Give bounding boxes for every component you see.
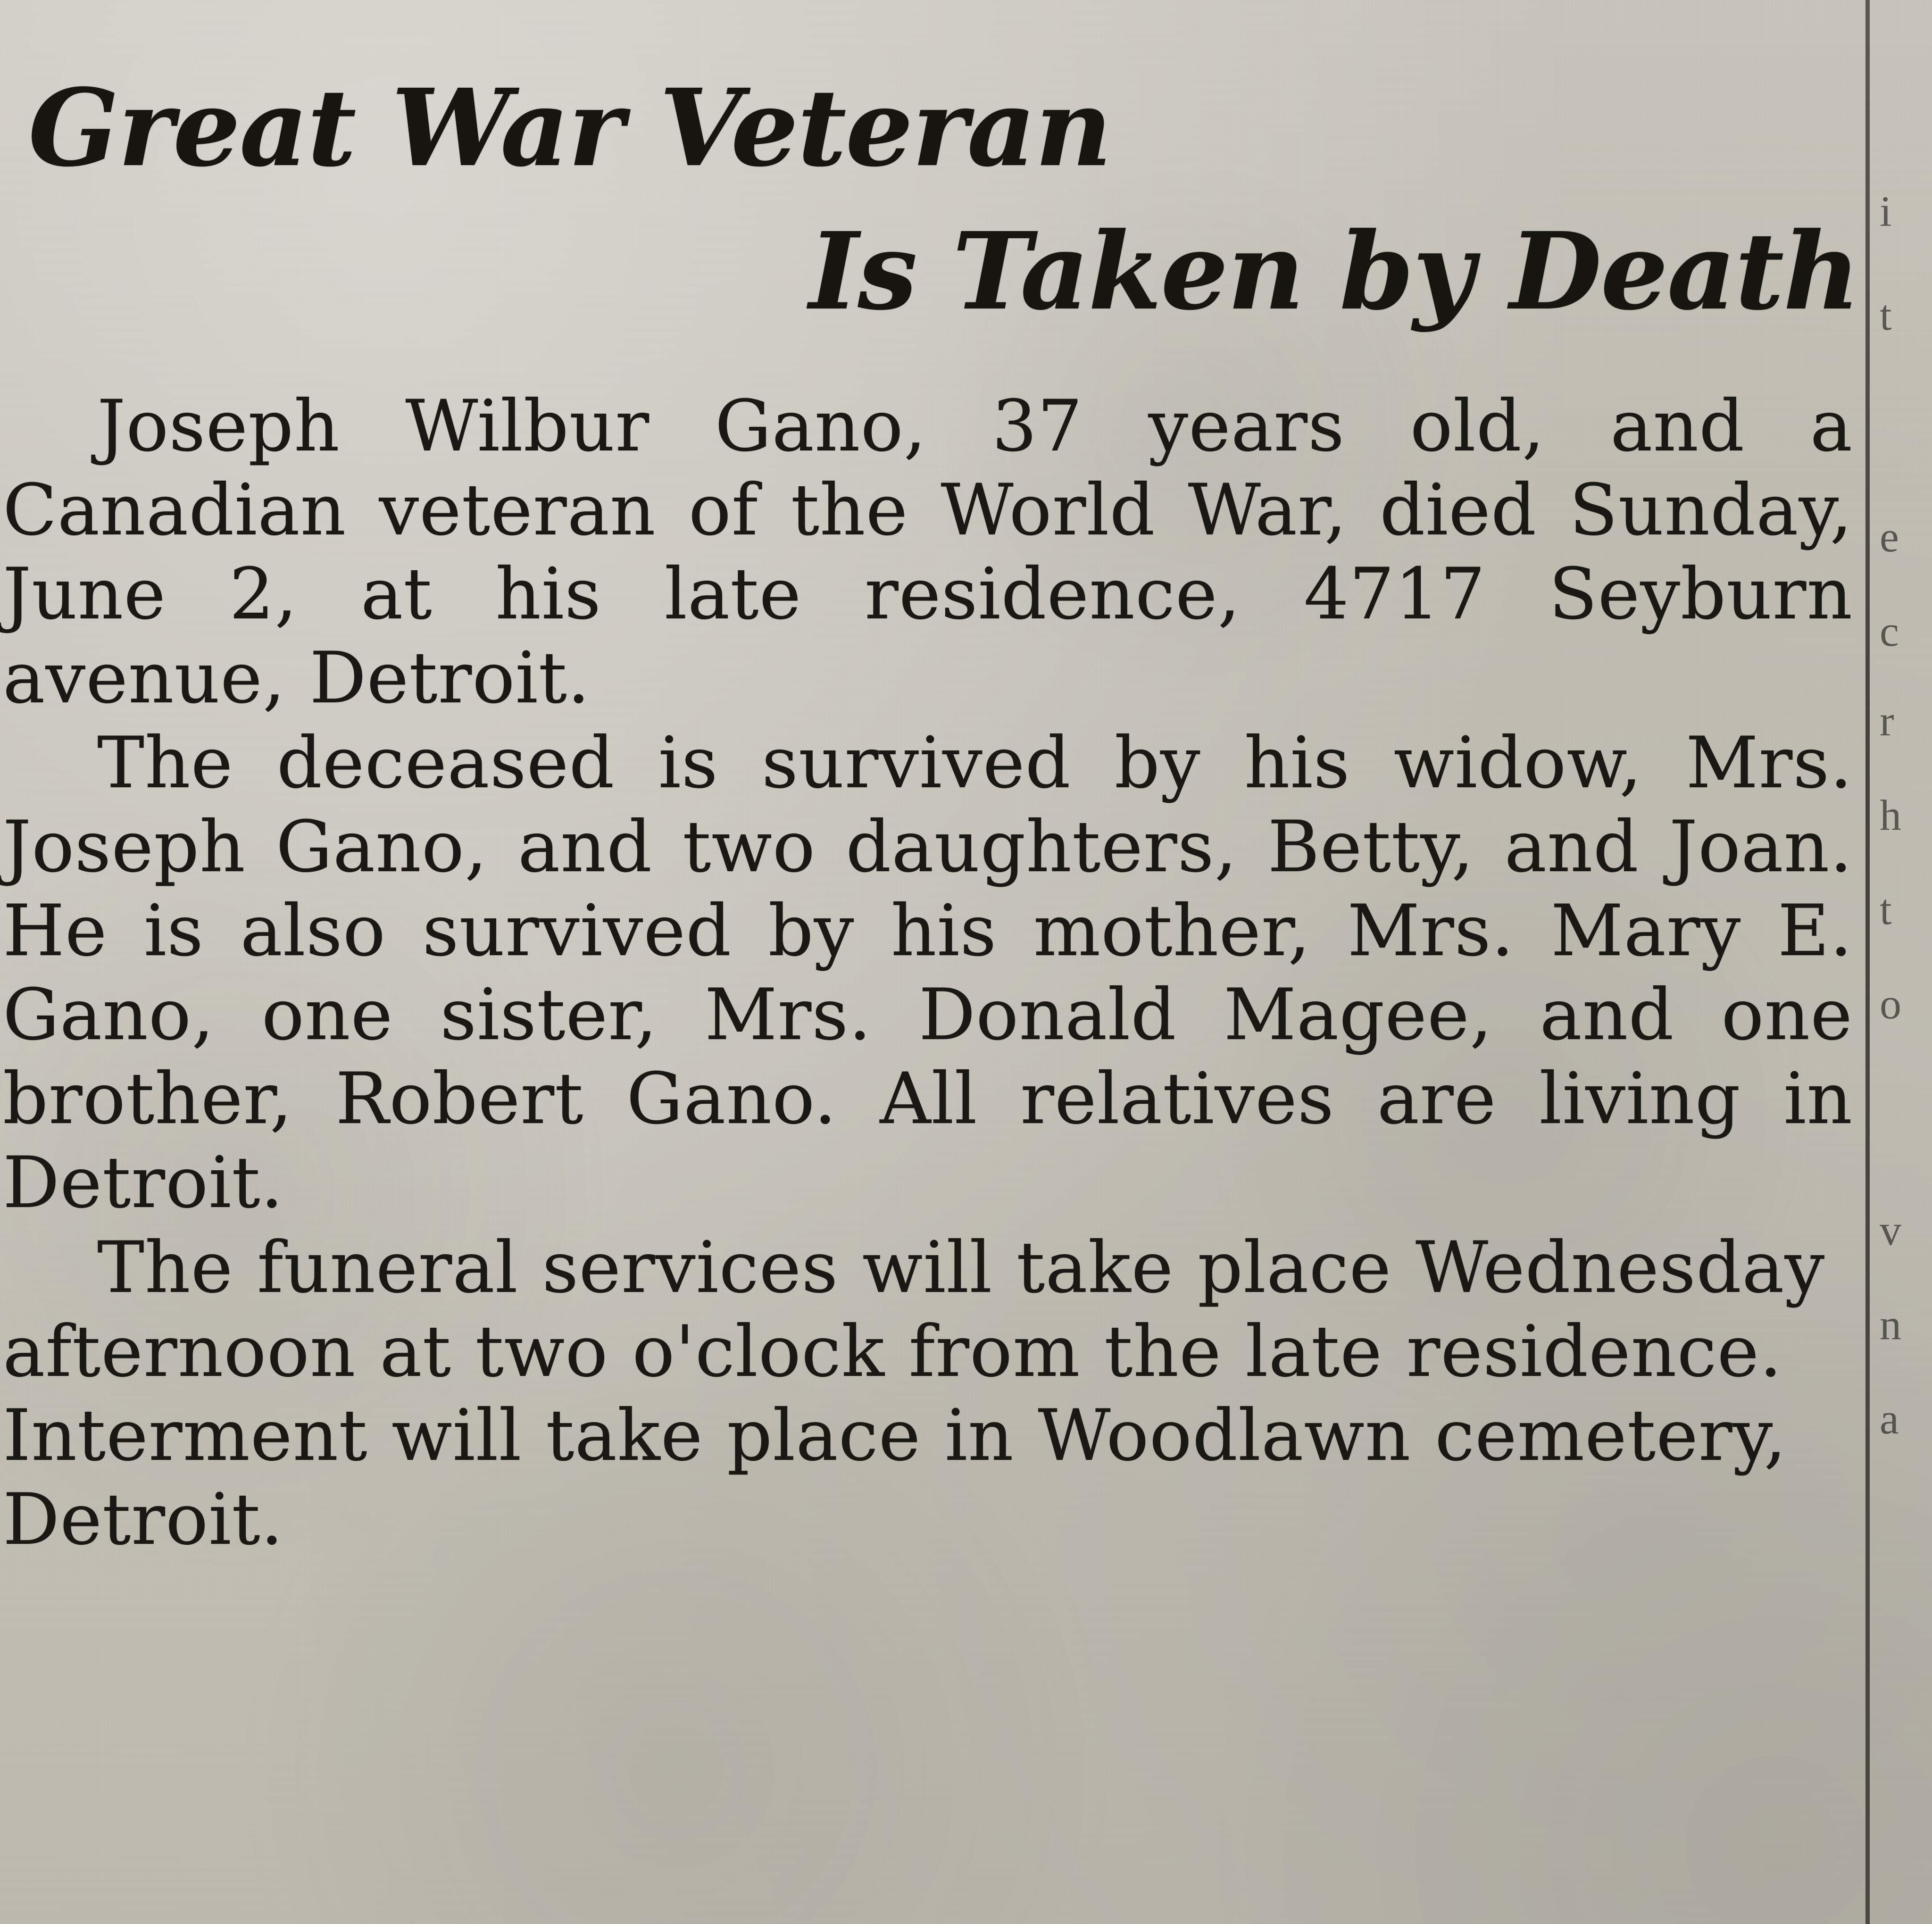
article-body xyxy=(0,384,1863,1562)
column-fragment: r xyxy=(1880,697,1894,745)
article-paragraph: The deceased is survived by his widow, Mrs. Joseph Gano, and two daughters, Betty, and Joan. He is also survived by his mother, Mrs. Mary E. Gano, one sister, Mrs. Donald Magee, and one brother, Robert Gano. All relatives are living in Detroit. xyxy=(3,722,1853,1224)
article-paragraph: The funeral services will take place Wednesday afternoon at two o'clock from the late residence. Interment will take place in Woodlawn cemetery, Detroit. xyxy=(3,1227,1825,1561)
column-fragment: t xyxy=(1880,885,1892,933)
column-fragment: e xyxy=(1880,513,1899,561)
headline-line-1: Great War Veteran xyxy=(28,66,1111,191)
article-headline xyxy=(0,10,1863,333)
column-fragment: v xyxy=(1880,1206,1901,1254)
headline-line-2: Is Taken by Death xyxy=(809,209,1859,334)
column-fragment: n xyxy=(1880,1300,1901,1349)
column-fragment: o xyxy=(1880,980,1901,1028)
column-fragment: i xyxy=(1880,187,1892,235)
column-fragment: h xyxy=(1880,791,1901,839)
article-paragraph: Joseph Wilbur Gano, 37 years old, and a Canadian veteran of the World War, died Sunday, June 2, at his late residence, 4717 Seyburn avenue, Detroit. xyxy=(3,385,1853,720)
column-divider-rule xyxy=(1865,0,1870,1924)
column-fragment: t xyxy=(1880,291,1892,339)
column-fragment: a xyxy=(1880,1395,1899,1443)
adjacent-column-fragments xyxy=(1880,0,1932,1924)
column-fragment: c xyxy=(1880,607,1899,655)
